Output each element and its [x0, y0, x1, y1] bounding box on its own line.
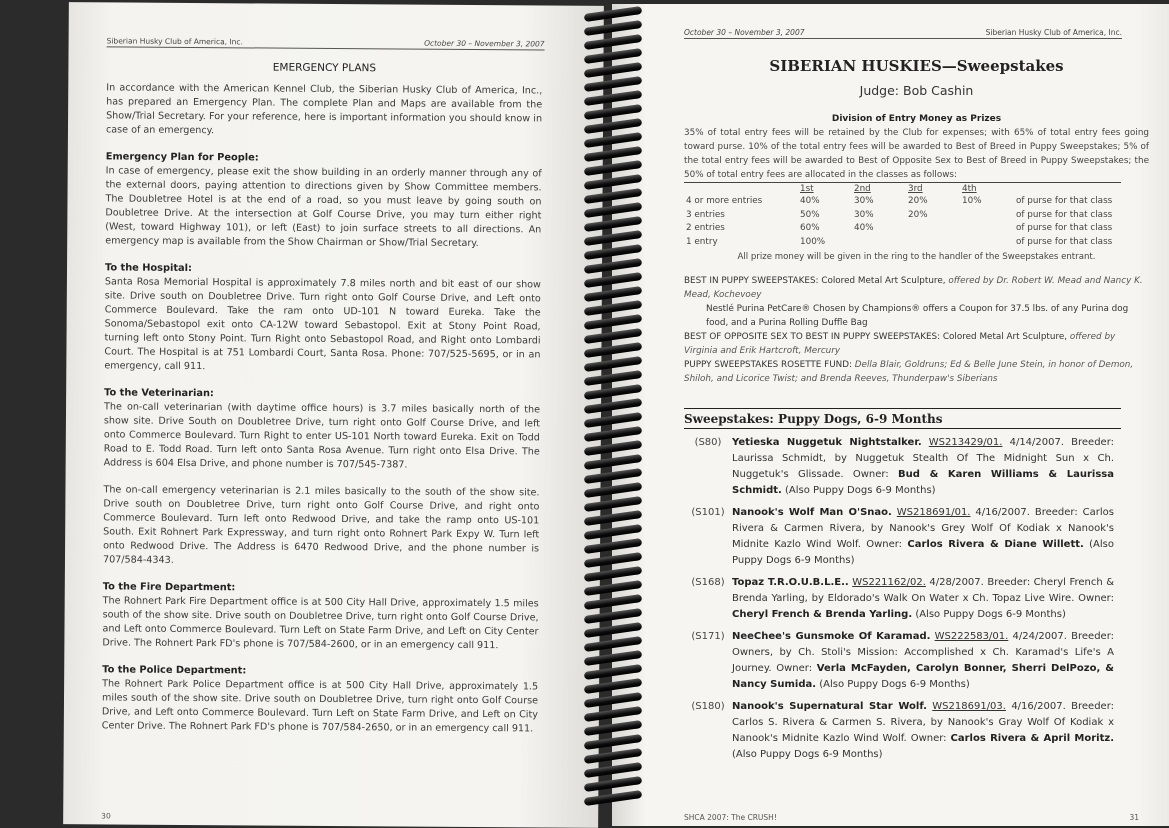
left-page: [63, 2, 604, 828]
row-note: of purse for that class: [1016, 223, 1113, 233]
spiral-coil: [584, 790, 643, 806]
emergency-plans: [102, 59, 543, 736]
owner-names: Cheryl French & Brenda Yarling.: [732, 609, 913, 620]
row-label: 1 entry: [686, 236, 718, 247]
registration: WS222583/01.: [934, 631, 1009, 642]
prize-note: All prize money will be given in the ring to the handler of the Sweepstakes entrant.: [737, 252, 1096, 262]
cell: 20%: [908, 196, 928, 206]
spiral-coil: [584, 678, 643, 694]
cell: 100%: [800, 236, 826, 247]
list-item: [684, 505, 1149, 569]
table-row: [684, 222, 1121, 236]
list-item: [684, 629, 1149, 693]
owner-names: Verla McFayden, Carolyn Bonner, Sherri DelPozo, & Nancy Sumida.: [732, 663, 1114, 690]
section-text: The on-call veterinarian (with daytime office hours) is 3.7 miles basically north of the show site. Drive South on Doubletree Drive, turn right onto Golf Course Drive, and left onto Commerce Boulevard. Turn Right to enter US-101 North toward Eureka. Exit on Todd Road to E. Todd Road. Turn left onto Santa Rosa Avenue. Turn right onto Elsa Drive. The Address is 604 Elsa Drive, and phone number is 707/545-7387.: [103, 401, 541, 471]
entry-text: [732, 505, 1114, 569]
division-text: 35% of total entry fees will be retained by the Club for expenses; with 65% of total entry fees going toward purse. 10% of the total entry fees will be awarded to Best of Breed in Puppy Sweepstakes; 5% of the total entry fees will be awarded to Best of Opposite Sex to Best of Breed in Puppy Sweepstakes; the 50% of total entry fees are allocated in the classes as follows:: [684, 128, 1149, 180]
entry-text: [732, 575, 1114, 623]
spiral-coil: [584, 594, 643, 610]
owner-names: Carlos Rivera & April Moritz.: [950, 733, 1115, 744]
cell: [852, 236, 906, 250]
entry-details: 4/14/2007. Breeder: Laurissa Schmidt, by Nuggetuk Stealth Of The Midnight Sun x Ch. Nuggetuk's Glissade. Owner:: [732, 437, 1115, 480]
spiral-coil: [584, 734, 643, 750]
page-title: SIBERIAN HUSKIES—Sweepstakes: [769, 57, 1064, 75]
page-number: 30: [101, 811, 111, 821]
spiral-coil: [584, 398, 643, 414]
list-item: [684, 575, 1149, 623]
spiral-coil: [584, 496, 643, 512]
list-item: [684, 699, 1149, 763]
sweepstakes-page: [684, 57, 1149, 763]
spiral-coil: [584, 580, 643, 596]
section-heading: To the Hospital:: [104, 262, 192, 275]
section-text: The Rohnert Park Police Department office is at 500 City Hall Drive, approximately 1.5 miles south of the show site. Drive south on Doubletree Drive, turn right onto Golf Course Drive, and Left onto Commerce Boulevard. Turn Left on State Farm Drive, and Left on City Center Drive. The Rohnert Park FD's phone is 707/584-2650, or in an emergency call 911.: [101, 678, 539, 735]
award-best-puppy: [684, 274, 1149, 302]
list-item: [684, 435, 1149, 499]
spiral-coil: [584, 454, 643, 470]
running-header: [107, 36, 545, 50]
cell: 40%: [854, 223, 874, 233]
spiral-coil: [584, 272, 643, 288]
spiral-coil: [584, 356, 643, 372]
judge-name: Judge: Bob Cashin: [859, 83, 974, 98]
spiral-coil: [584, 552, 643, 568]
spiral-coil: [584, 188, 643, 204]
section-heading: To the Fire Department:: [102, 581, 236, 594]
place-3: 3rd: [906, 183, 960, 196]
row-note: of purse for that class: [1016, 196, 1113, 206]
spiral-coil: [584, 566, 643, 582]
spiral-coil: [584, 342, 643, 358]
spiral-coil: [584, 664, 643, 680]
section-text: The Rohnert Park Fire Department office is at 500 City Hall Drive, approximately 1.5 miles south of the show site. Drive south on Doubletree Drive, turn right onto Golf Course Drive, and Left onto Commerce Boulevard. Turn Left on State Farm Drive, and Left on City Center Drive. The Rohnert Park FD's phone is 707/584-2600, or in an emergency call 911.: [102, 595, 539, 652]
table-row: [684, 236, 1121, 250]
table-row: [684, 195, 1121, 209]
dog-name: Nanook's Wolf Man O'Snao.: [732, 507, 892, 518]
dog-name: Topaz T.R.O.U.B.L.E..: [732, 577, 849, 588]
spiral-coil: [584, 412, 643, 428]
award-text: Colored Metal Art Sculpture,: [942, 332, 1068, 342]
catalog-number: (S168): [691, 577, 725, 588]
entry-details: 4/24/2007. Breeder: Owners, by Ch. Stoli's Mission: Accomplished x Ch. Karamad's Life's A Journey. Owner:: [732, 631, 1114, 674]
spiral-coil: [584, 230, 643, 246]
header-club: Siberian Husky Club of America, Inc.: [985, 28, 1122, 37]
spiral-coil: [584, 90, 643, 106]
entry-details: 4/28/2007. Breeder: Cheryl French & Brenda Yarling, by Eldorado's Walk On Water x Ch. Topaz Live Wire. Owner:: [732, 577, 1114, 604]
award-text: Della Blair, Goldruns; Ed & Belle June Stein, in honor of Demon, Shiloh, and Licorice Twist; and Brenda Reeves, Thunderpaw's Siberians: [684, 360, 1134, 384]
spiral-coil: [584, 622, 643, 638]
section-text: Santa Rosa Memorial Hospital is approximately 7.8 miles north and bit east of our show site. Drive south on Doubletree Drive. Turn right onto Golf Course Drive, and Left onto Commerce Boulevard. Take the ram onto UD-101 N toward Eureka. Take the Sonoma/Sebastopol exit onto CA-12W toward Sebastopol. Exit at Stony Point Road, turning left onto Stony Point. Turn Right onto Sebastopol Road, and Right onto Lombardi Court. The Hospital is at 751 Lombardi Court, Santa Rosa. Phone: 707/525-5695, or in an emergency, call 911.: [104, 276, 541, 373]
entry-also: (Also Puppy Dogs 6-9 Months): [816, 679, 970, 690]
section-heading: To the Police Department:: [102, 664, 247, 677]
catalog-number: (S171): [691, 631, 725, 642]
registration: WS221162/02.: [852, 577, 926, 588]
entry-details: 4/16/2007. Breeder: Carlos Rivera & Carmen Rivera, by Nanook's Grey Wolf Of Kodiak x Nanook's Midnite Kazlo Wind Wolf. Owner:: [732, 507, 1114, 550]
spiral-coil: [584, 692, 643, 708]
spiral-coil: [584, 62, 643, 78]
cell: [960, 222, 1014, 236]
spiral-coil: [584, 174, 643, 190]
page-number: 31: [1129, 813, 1139, 822]
entry-also: (Also Puppy Dogs 6-9 Months): [912, 609, 1066, 620]
spiral-coil: [584, 706, 643, 722]
row-note: of purse for that class: [1016, 236, 1113, 247]
prize-header-row: [684, 183, 1121, 196]
spiral-coil: [584, 216, 643, 232]
cell: 40%: [800, 196, 820, 206]
spiral-coil: [584, 370, 643, 386]
dog-name: Yetieska Nuggetuk Nightstalker.: [732, 437, 922, 448]
spiral-coil: [584, 48, 643, 64]
spiral-coil: [584, 650, 643, 666]
owner-names: Carlos Rivera & Diane Willett.: [907, 539, 1084, 550]
award-label: BEST OF OPPOSITE SEX TO BEST IN PUPPY SWEEPSTAKES:: [684, 332, 941, 342]
spiral-coil: [584, 524, 643, 540]
spiral-coil: [584, 258, 643, 274]
spiral-coil: [584, 76, 643, 92]
running-header: [684, 28, 1122, 39]
spiral-coil: [584, 440, 643, 456]
spiral-coil: [584, 608, 643, 624]
award-text: Colored Metal Art Sculpture,: [821, 276, 946, 286]
table-row: [684, 209, 1121, 223]
section-text: In case of emergency, please exit the show building in an orderly manner through any of the external doors, paying attention to directions given by Show Committee members. The Doubletree Hotel is at the end of a road, so you must leave by going south on Doubletree Drive. At the intersection at Golf Course Drive, you may turn either right (West, toward Highway 101), or left (East) to join surface streets to all directions. An emergency map is available from the Show Chairman or Show/Trial Secretary.: [105, 165, 542, 250]
entry-also: (Also Puppy Dogs 6-9 Months): [732, 749, 883, 760]
spiral-coil: [584, 776, 643, 792]
award-label: PUPPY SWEEPSTAKES ROSETTE FUND:: [684, 360, 852, 370]
row-note: of purse for that class: [1016, 209, 1113, 220]
spiral-coil: [584, 104, 643, 120]
spiral-coil: [584, 146, 643, 162]
entry-text: [732, 699, 1114, 763]
spiral-coil: [584, 328, 643, 344]
spiral-coil: [584, 202, 643, 218]
spiral-coil: [584, 160, 643, 176]
spiral-coil: [584, 748, 643, 764]
award-sponsor: offered by Virginia and Erik Hartcroft, Mercury: [684, 332, 1116, 356]
spiral-coil: [584, 384, 643, 400]
row-label: 3 entries: [686, 209, 725, 220]
class-heading: Sweepstakes: Puppy Dogs, 6-9 Months: [684, 408, 1121, 429]
award-purina: Nestlé Purina PetCare® Chosen by Champions® offers a Coupon for 37.5 lbs. of any Purina dog food, and a Purina Rolling Duffle Bag: [706, 304, 1129, 328]
spiral-coil: [584, 426, 643, 442]
cell: 10%: [962, 196, 982, 206]
right-page: [612, 4, 1169, 826]
registration: WS218691/03.: [932, 701, 1006, 712]
dog-name: Nanook's Supernatural Star Wolf.: [732, 701, 927, 712]
spiral-coil: [584, 510, 643, 526]
intro-paragraph: In accordance with the American Kennel Club, the Siberian Husky Club of America, Inc., has prepared an Emergency Plan. The complete Plan and Maps are available from the Show/Trial Secretary. For your reference, here is important information you should know in case of an emergency.: [105, 82, 543, 137]
spiral-coil: [584, 720, 643, 736]
cell: 30%: [854, 196, 874, 206]
registration: WS218691/01.: [896, 507, 971, 518]
spiral-coil: [584, 244, 643, 260]
prize-table: [684, 182, 1121, 249]
spiral-coil: [584, 132, 643, 148]
footer-title: SHCA 2007: The CRUSH!: [684, 813, 777, 822]
catalog-number: (S101): [691, 507, 725, 518]
spiral-coil: [584, 20, 643, 36]
cell: [906, 236, 960, 250]
spiral-coil: [584, 286, 643, 302]
spiral-coil: [584, 538, 643, 554]
entry-text: [732, 435, 1114, 499]
place-1: 1st: [798, 183, 852, 196]
award-label: BEST IN PUPPY SWEEPSTAKES:: [684, 276, 819, 286]
cell: 30%: [854, 209, 874, 220]
spiral-coil: [584, 468, 643, 484]
header-dates: October 30 – November 3, 2007: [424, 38, 545, 49]
row-label: 4 or more entries: [686, 196, 763, 206]
spiral-coil: [584, 34, 643, 50]
spiral-binding: [584, 10, 644, 810]
cell: 60%: [800, 223, 820, 233]
cell: [906, 222, 960, 236]
spiral-coil: [584, 314, 643, 330]
catalog-number: (S80): [694, 437, 722, 448]
row-label: 2 entries: [686, 223, 725, 233]
section-text: The on-call emergency veterinarian is 2.1 miles basically to the south of the show site. Drive south on Doubletree Drive, turn right onto Golf Course Drive, and right onto Commerce Boulevard. Turn left onto Redwood Drive, and take the ramp onto US-101 South. Exit Rohnert Park Expressway, and turn right onto Rohnert Park Expy W. Turn left onto Redwood Drive. The Address is 6470 Redwood Drive, and the phone number is 707/584-4343.: [102, 484, 540, 566]
entry-text: [732, 629, 1114, 693]
cell: 50%: [800, 209, 820, 220]
section-heading: Emergency Plan for People:: [105, 151, 259, 164]
place-2: 2nd: [852, 183, 906, 196]
award-sponsor: offered by Dr. Robert W. Mead and Nancy K. Mead, Kochevoey: [684, 276, 1143, 300]
cell: [960, 209, 1014, 223]
spiral-coil: [584, 636, 643, 652]
spiral-coil: [584, 762, 643, 778]
award-best-opposite: [684, 330, 1149, 358]
spiral-coil: [584, 300, 643, 316]
cell: [960, 236, 1014, 250]
spiral-coil: [584, 482, 643, 498]
cell: 20%: [908, 209, 928, 220]
registration: WS213429/01.: [928, 437, 1003, 448]
entry-details: 4/16/2007. Breeder: Carlos S. Rivera & Carmen S. Rivera, by Nanook's Gray Wolf Of Kodiak x Nanook's Midnite Kazlo Wind Wolf. Owner:: [732, 701, 1114, 744]
owner-names: Bud & Karen Williams & Laurissa Schmidt.: [732, 469, 1114, 496]
section-heading: To the Veterinarian:: [104, 387, 214, 400]
dog-name: NeeChee's Gunsmoke Of Karamad.: [732, 631, 931, 642]
spiral-coil: [584, 118, 643, 134]
entry-also: (Also Puppy Dogs 6-9 Months): [732, 539, 1115, 566]
division-title: Division of Entry Money as Prizes: [831, 114, 1002, 124]
header-club: Siberian Husky Club of America, Inc.: [106, 36, 243, 47]
place-4: 4th: [960, 183, 1014, 196]
catalog-number: (S180): [691, 701, 725, 712]
page-title: EMERGENCY PLANS: [272, 61, 377, 75]
header-dates: October 30 – November 3, 2007: [684, 28, 805, 37]
entry-also: (Also Puppy Dogs 6-9 Months): [781, 485, 936, 496]
award-rosette-fund: [684, 358, 1149, 386]
